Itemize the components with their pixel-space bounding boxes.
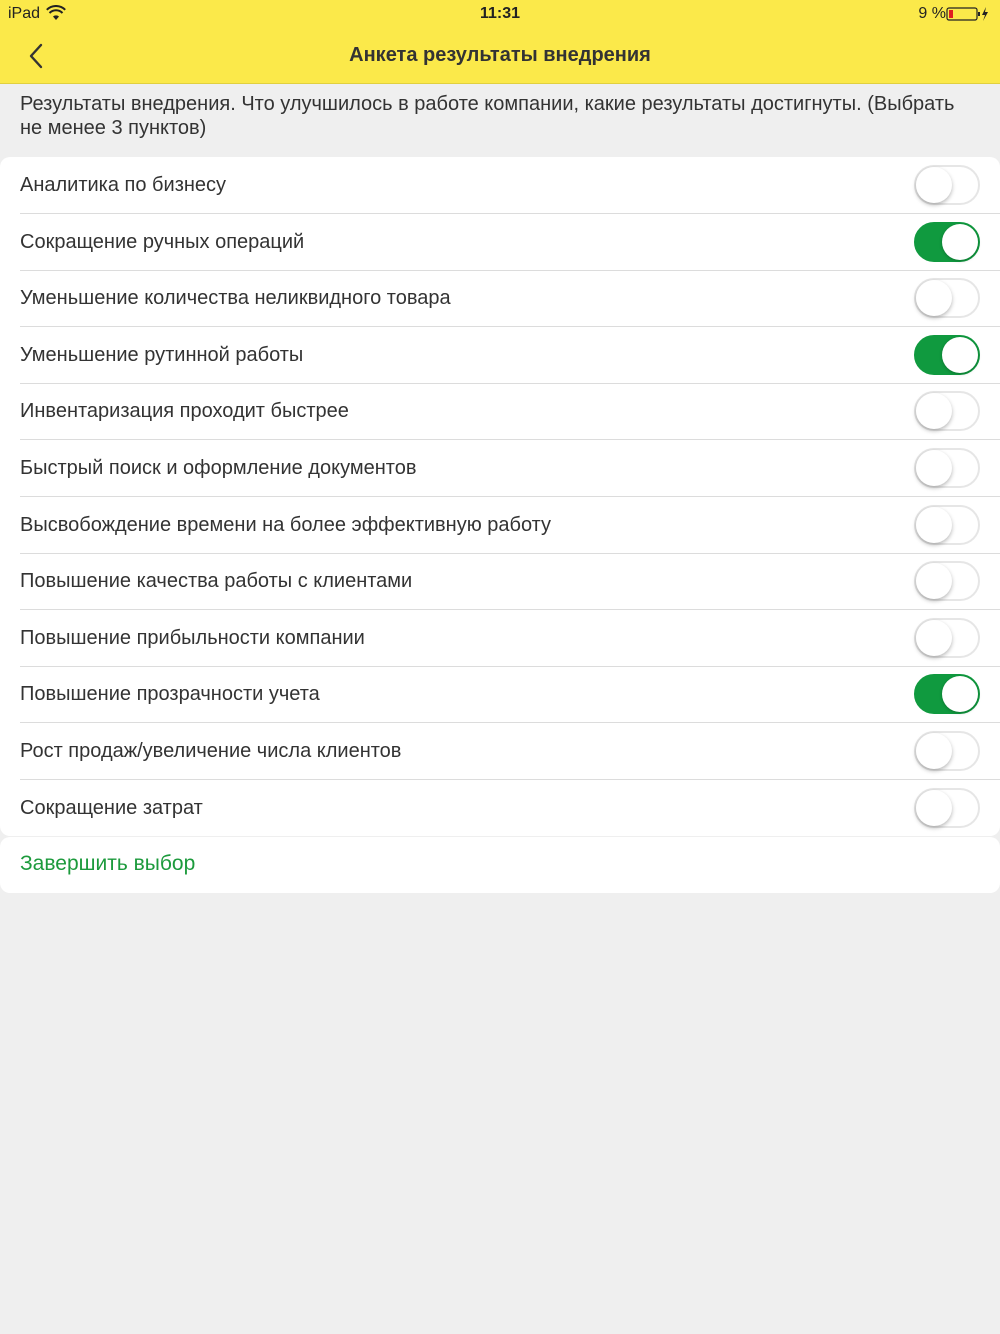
list-item [20, 553, 1000, 610]
toggle-knob [916, 280, 952, 316]
option-toggle[interactable] [914, 618, 980, 658]
list-item [20, 610, 1000, 667]
option-label: Сокращение затрат [20, 796, 203, 819]
list-item [20, 270, 1000, 327]
option-label: Повышение прибыльности компании [20, 626, 365, 649]
list-item [20, 440, 1000, 497]
option-toggle[interactable] [914, 335, 980, 375]
battery-charging-icon [946, 6, 990, 22]
header [0, 0, 1000, 84]
option-toggle[interactable] [914, 674, 980, 714]
status-device: iPad [8, 5, 41, 22]
option-toggle[interactable] [914, 165, 980, 205]
toggle-knob [916, 790, 952, 826]
toggle-knob [916, 507, 952, 543]
finish-card [0, 837, 1000, 893]
list-item [20, 666, 1000, 723]
option-label: Инвентаризация проходит быстрее [20, 400, 349, 423]
option-toggle[interactable] [914, 222, 980, 262]
toggle-knob [916, 733, 952, 769]
finish-selection-button[interactable]: Завершить выбор [20, 852, 196, 875]
toggle-knob [916, 167, 952, 203]
option-toggle[interactable] [914, 391, 980, 431]
toggle-knob [916, 620, 952, 656]
list-item [20, 497, 1000, 554]
option-label: Повышение прозрачности учета [20, 683, 320, 706]
option-label: Уменьшение количества неликвидного товара [20, 287, 451, 310]
option-label: Уменьшение рутинной работы [20, 343, 304, 366]
option-label: Аналитика по бизнесу [20, 174, 227, 196]
option-toggle[interactable] [914, 505, 980, 545]
chevron-left-icon [28, 43, 44, 69]
option-toggle[interactable] [914, 731, 980, 771]
option-label: Сокращение ручных операций [20, 230, 305, 253]
list-item [20, 214, 1000, 271]
option-toggle[interactable] [914, 561, 980, 601]
toggle-knob [916, 563, 952, 599]
option-toggle[interactable] [914, 278, 980, 318]
option-label: Рост продаж/увеличение числа клиентов [20, 740, 402, 762]
options-list [0, 157, 1000, 836]
list-item [20, 327, 1000, 384]
list-item [20, 780, 1000, 836]
option-label: Высвобождение времени на более эффективную работу [20, 513, 552, 536]
toggle-knob [916, 393, 952, 429]
back-button[interactable] [14, 36, 58, 76]
option-toggle[interactable] [914, 448, 980, 488]
option-label: Быстрый поиск и оформление документов [20, 457, 417, 479]
list-item [20, 383, 1000, 440]
toggle-knob [916, 450, 952, 486]
list-item [20, 723, 1000, 780]
toggle-knob [942, 337, 978, 373]
list-item [20, 157, 1000, 214]
status-bar [0, 0, 1000, 28]
toggle-knob [942, 224, 978, 260]
option-toggle[interactable] [914, 788, 980, 828]
status-time: 11:31 [479, 5, 521, 22]
battery-percent: 9 % [918, 5, 946, 22]
toggle-knob [942, 676, 978, 712]
page-title: Анкета результаты внедрения [349, 44, 651, 66]
option-label: Повышение качества работы с клиентами [20, 570, 413, 593]
question-description: Результаты внедрения. Что улучшилось в работе компании, какие результаты достигнуты. (Выбрать не менее 3 пунктов) [20, 93, 955, 139]
